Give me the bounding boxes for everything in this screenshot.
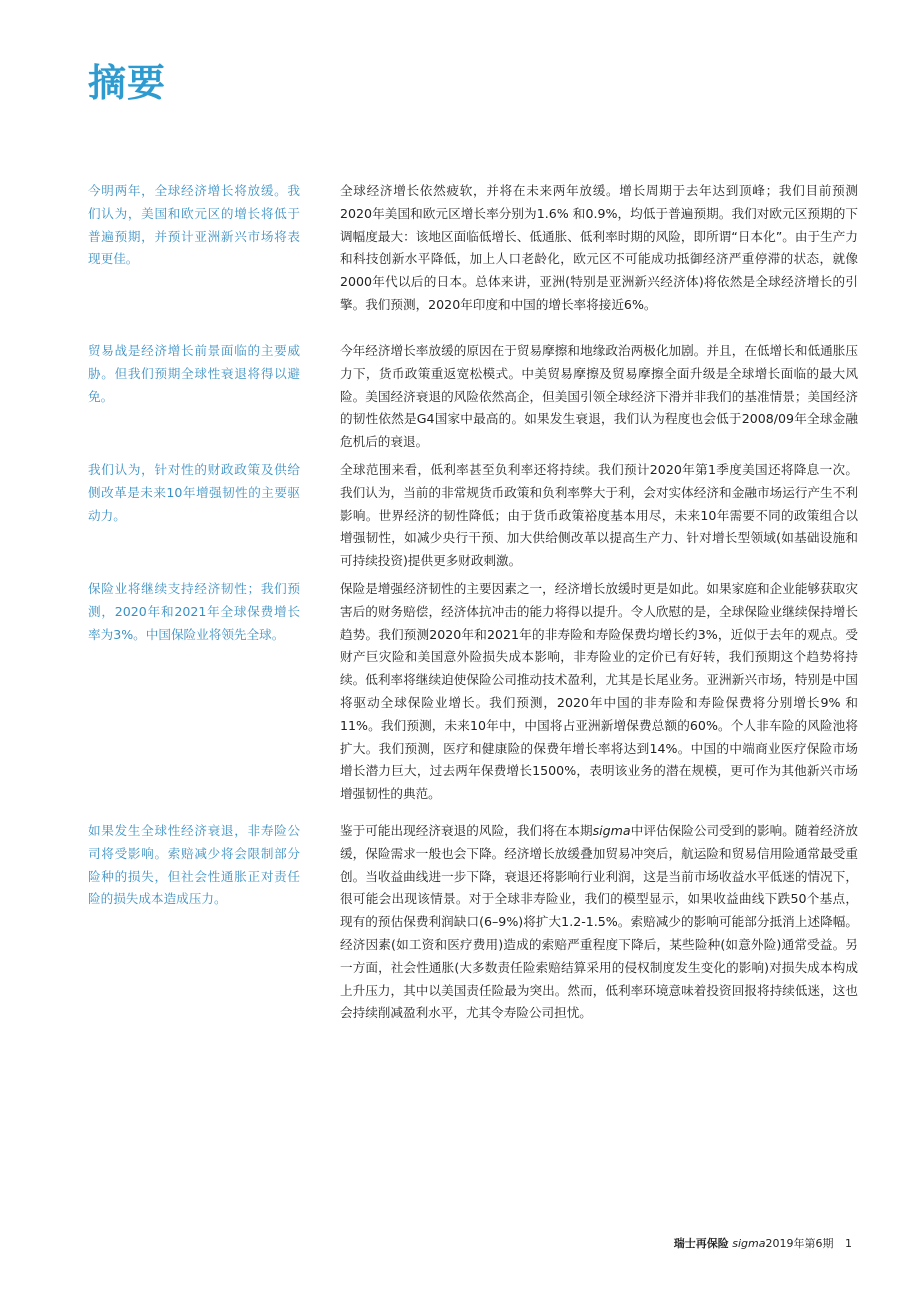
footer-brand: 瑞士再保险 bbox=[673, 1237, 729, 1250]
body-text-rest: 中评估保险公司受到的影响。随着经济放缓，保险需求一般也会下降。经济增长放缓叠加贸易冲突后，航运险和贸易信用险通常最受重创。当收益曲线进一步下降，衰退还将影响行业利润，这是当前市场收益水平低迷的情况下，很可能会出现该情景。对于全球非寿险业，我们的模型显示，如果收益曲线下跌50个基点，现有的预估保费利润缺口(6–9%)将扩大1.2-1.5%。索赔减少的影响可能部分抵消上述降幅。经济因素(如工资和医疗费用)造成的索赔严重程度下降后，某些险种(如意外险)通常受益。另一方面，社会性通胀(大多数责任险索赔结算采用的侵权制度发生变化的影响)对损失成本构成上升压力，其中以美国责任险最为突出。然而，低利率环境意味着投资回报将持续低迷，这也会持续削减盈利水平，尤其令寿险公司担忧。 bbox=[340, 823, 859, 1021]
sidenote: 我们认为，针对性的财政政策及供给侧改革是未来10年增强韧性的主要驱动力。 bbox=[88, 462, 300, 523]
sidenote: 贸易战是经济增长前景面临的主要威胁。但我们预期全球性衰退将得以避免。 bbox=[88, 343, 300, 404]
body-paragraph bbox=[340, 820, 858, 1025]
page-footer bbox=[674, 1236, 852, 1252]
body-paragraph: 全球范围来看，低利率甚至负利率还将持续。我们预计2020年第1季度美国还将降息一次。我们认为，当前的非常规货币政策和负利率弊大于利，会对实体经济和金融市场运行产生不利影响。世界经济的韧性降低；由于货币政策裕度基本用尽，未来10年需要不同的政策组合以增强韧性，如减少央行干预、加大供给侧改革以提高生产力、针对增长型领域(如基础设施和可持续投资)提供更多财政刺激。 bbox=[340, 462, 858, 569]
body-text-start: 鉴于可能出现经济衰退的风险，我们将在本期 bbox=[340, 823, 593, 838]
page-number: 1 bbox=[845, 1237, 852, 1250]
page-title: 摘要 bbox=[88, 61, 167, 105]
sigma-italic: sigma bbox=[592, 823, 631, 838]
body-paragraph: 今年经济增长率放缓的原因在于贸易摩擦和地缘政治两极化加剧。并且，在低增长和低通胀压力下，货币政策重返宽松模式。中美贸易摩擦及贸易摩擦全面升级是全球增长面临的最大风险。美国经济衰退的风险依然高企，但美国引领全球经济下滑并非我们的基准情景；美国经济的韧性依然是G4国家中最高的。如果发生衰退，我们认为程度也会低于2008/09年全球金融危机后的衰退。 bbox=[340, 343, 858, 450]
body-paragraph: 全球经济增长依然疲软，并将在未来两年放缓。增长周期于去年达到顶峰；我们目前预测2020年美国和欧元区增长率分别为1.6% 和0.9%，均低于普遍预期。我们对欧元区预期的下调幅度最大：该地区面临低增长、低通胀、低利率时期的风险，即所谓“日本化”。由于生产力和科技创新水平降低，加上人口老龄化，欧元区不可能成功抵御经济严重停滞的状态，就像2000年代以后的日本。总体来讲，亚洲(特别是亚洲新兴经济体)将依然是全球经济增长的引擎。我们预测，2020年印度和中国的增长率将接近6%。 bbox=[340, 183, 858, 312]
footer-issue: 2019年第6期 bbox=[765, 1237, 834, 1250]
sidenote: 保险业将继续支持经济韧性；我们预测，2020年和2021年全球保费增长率为3%。中国保险业将领先全球。 bbox=[88, 581, 300, 642]
footer-publication: sigma bbox=[732, 1237, 766, 1250]
sidenote: 如果发生全球性经济衰退，非寿险公司将受影响。索赔减少将会限制部分险种的损失，但社会性通胀正对责任险的损失成本造成压力。 bbox=[88, 823, 300, 907]
body-paragraph: 保险是增强经济韧性的主要因素之一，经济增长放缓时更是如此。如果家庭和企业能够获取灾害后的财务赔偿，经济体抗冲击的能力将得以提升。令人欣慰的是，全球保险业继续保持增长趋势。我们预测2020年和2021年的非寿险和寿险保费均增长约3%，近似于去年的观点。受财产巨灾险和美国意外险损失成本影响，非寿险业的定价已有好转，我们预期这个趋势将持续。低利率将继续迫使保险公司推动技术盈利，尤其是长尾业务。亚洲新兴市场，特别是中国将驱动全球保险业增长。我们预测，2020年中国的非寿险和寿险保费将分别增长9% 和11%。我们预测，未来10年中，中国将占亚洲新增保费总额的60%。个人非车险的风险池将扩大。我们预测，医疗和健康险的保费年增长率将达到14%。中国的中端商业医疗保险市场增长潜力巨大，过去两年保费增长1500%，表明该业务的潜在规模，更可作为其他新兴市场增强韧性的典范。 bbox=[340, 581, 858, 802]
sidenote: 今明两年，全球经济增长将放缓。我们认为，美国和欧元区的增长将低于普遍预期，并预计亚洲新兴市场将表现更佳。 bbox=[88, 183, 300, 267]
